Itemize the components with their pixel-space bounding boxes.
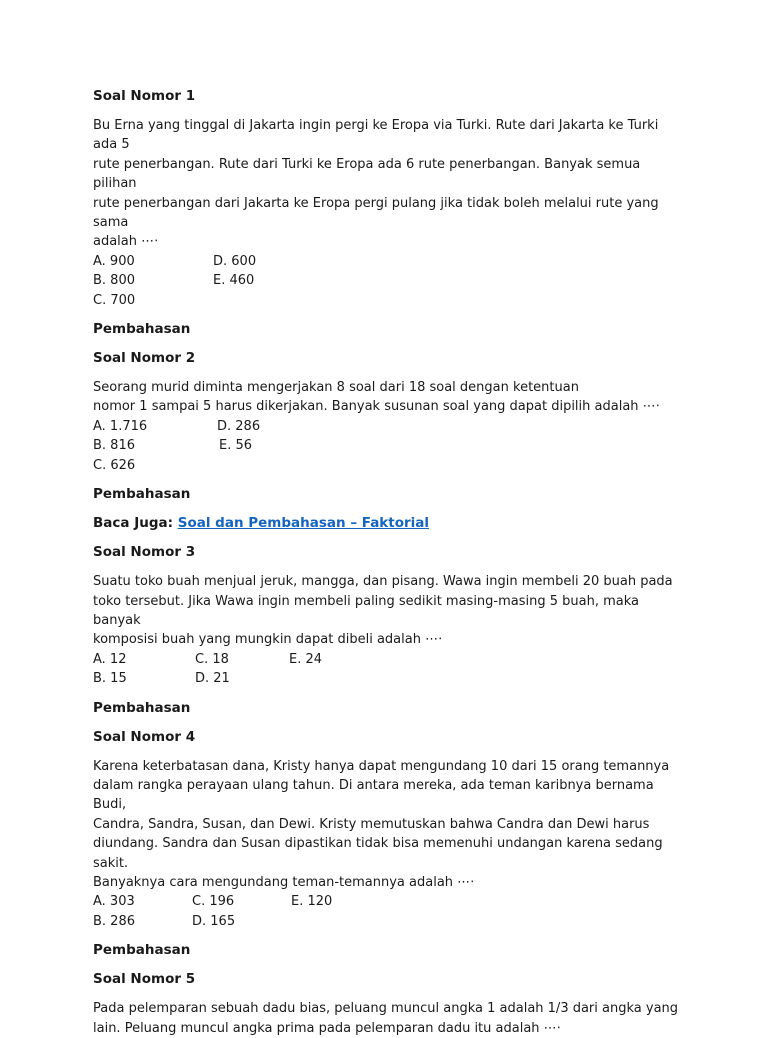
- option-a: A. 900: [93, 253, 135, 269]
- option-b: B. 816: [93, 438, 135, 454]
- question-1-pembahasan: Pembahasan: [93, 321, 191, 338]
- question-4-options: [93, 892, 683, 931]
- option-b: B. 15: [93, 671, 127, 687]
- baca-juga: [93, 514, 683, 533]
- question-2-text: Seorang murid diminta mengerjakan 8 soal dari 18 soal dengan ketentuan nomor 1 sampai 5 harus dikerjakan. Banyak susunan soal yang dapat dipilih adalah ⋯⋅: [93, 380, 660, 415]
- baca-juga-label: Baca Juga:: [93, 515, 174, 532]
- option-d: D. 165: [192, 913, 236, 929]
- question-3-options: [93, 650, 683, 689]
- option-c: C. 626: [93, 457, 136, 473]
- option-a: A. 303: [93, 894, 135, 910]
- option-a: A. 12: [93, 651, 127, 667]
- question-4-heading: Soal Nomor 4: [93, 728, 196, 745]
- question-5-text: Pada pelemparan sebuah dadu bias, peluang muncul angka 1 adalah 1/3 dari angka yang lain. Peluang muncul angka prima pada pelemparan dadu itu adalah ⋯⋅: [93, 1001, 679, 1036]
- option-e: E. 56: [219, 438, 253, 454]
- question-5-heading: Soal Nomor 5: [93, 971, 196, 988]
- question-2-pembahasan: Pembahasan: [93, 486, 191, 503]
- question-3-text: Suatu toko buah menjual jeruk, mangga, dan pisang. Wawa ingin membeli 20 buah pada toko tersebut. Jika Wawa ingin membeli paling sedikit masing-masing 5 buah, maka banyak komposisi buah yang mungkin dapat dibeli adalah ⋯⋅: [93, 574, 673, 648]
- question-4-text: Karena keterbatasan dana, Kristy hanya dapat mengundang 10 dari 15 orang temannya dalam rangka perayaan ulang tahun. Di antara mereka, ada teman karibnya bernama Budi, Candra, Sandra, Susan, dan Dewi. Kristy memutuskan bahwa Candra dan Dewi harus diundang. Sandra dan Susan dipastikan tidak bisa memenuhi undangan karena sedang sakit. Banyaknya cara mengundang teman-temannya adalah ⋯⋅: [93, 758, 670, 890]
- question-4-pembahasan: Pembahasan: [93, 942, 191, 959]
- option-d: D. 21: [195, 671, 230, 687]
- option-c: C. 196: [192, 894, 235, 910]
- question-1-heading: Soal Nomor 1: [93, 88, 196, 104]
- option-b: B. 800: [93, 273, 135, 289]
- option-d: D. 286: [217, 418, 261, 434]
- option-e: E. 120: [291, 894, 333, 910]
- question-3-heading: Soal Nomor 3: [93, 544, 196, 561]
- question-2-heading: Soal Nomor 2: [93, 350, 196, 367]
- option-e: E. 460: [213, 273, 255, 289]
- question-2-options: [93, 417, 683, 475]
- option-e: E. 24: [289, 651, 323, 667]
- option-b: B. 286: [93, 913, 135, 929]
- question-1-options: [93, 252, 683, 310]
- question-3-pembahasan: Pembahasan: [93, 699, 191, 716]
- option-c: C. 700: [93, 292, 136, 308]
- option-d: D. 600: [213, 253, 257, 269]
- option-a: A. 1.716: [93, 418, 148, 434]
- question-1-text: Bu Erna yang tinggal di Jakarta ingin pergi ke Eropa via Turki. Rute dari Jakarta ke Turki ada 5 rute penerbangan. Rute dari Turki ke Eropa ada 6 rute penerbangan. Banyak semua pilihan rute penerbangan dari Jakarta ke Eropa pergi pulang jika tidak boleh melalui rute yang sama adalah ⋯⋅: [93, 118, 659, 250]
- option-c: C. 18: [195, 651, 229, 667]
- document-content: [93, 87, 683, 1038]
- faktorial-link[interactable]: Soal dan Pembahasan – Faktorial: [177, 515, 430, 532]
